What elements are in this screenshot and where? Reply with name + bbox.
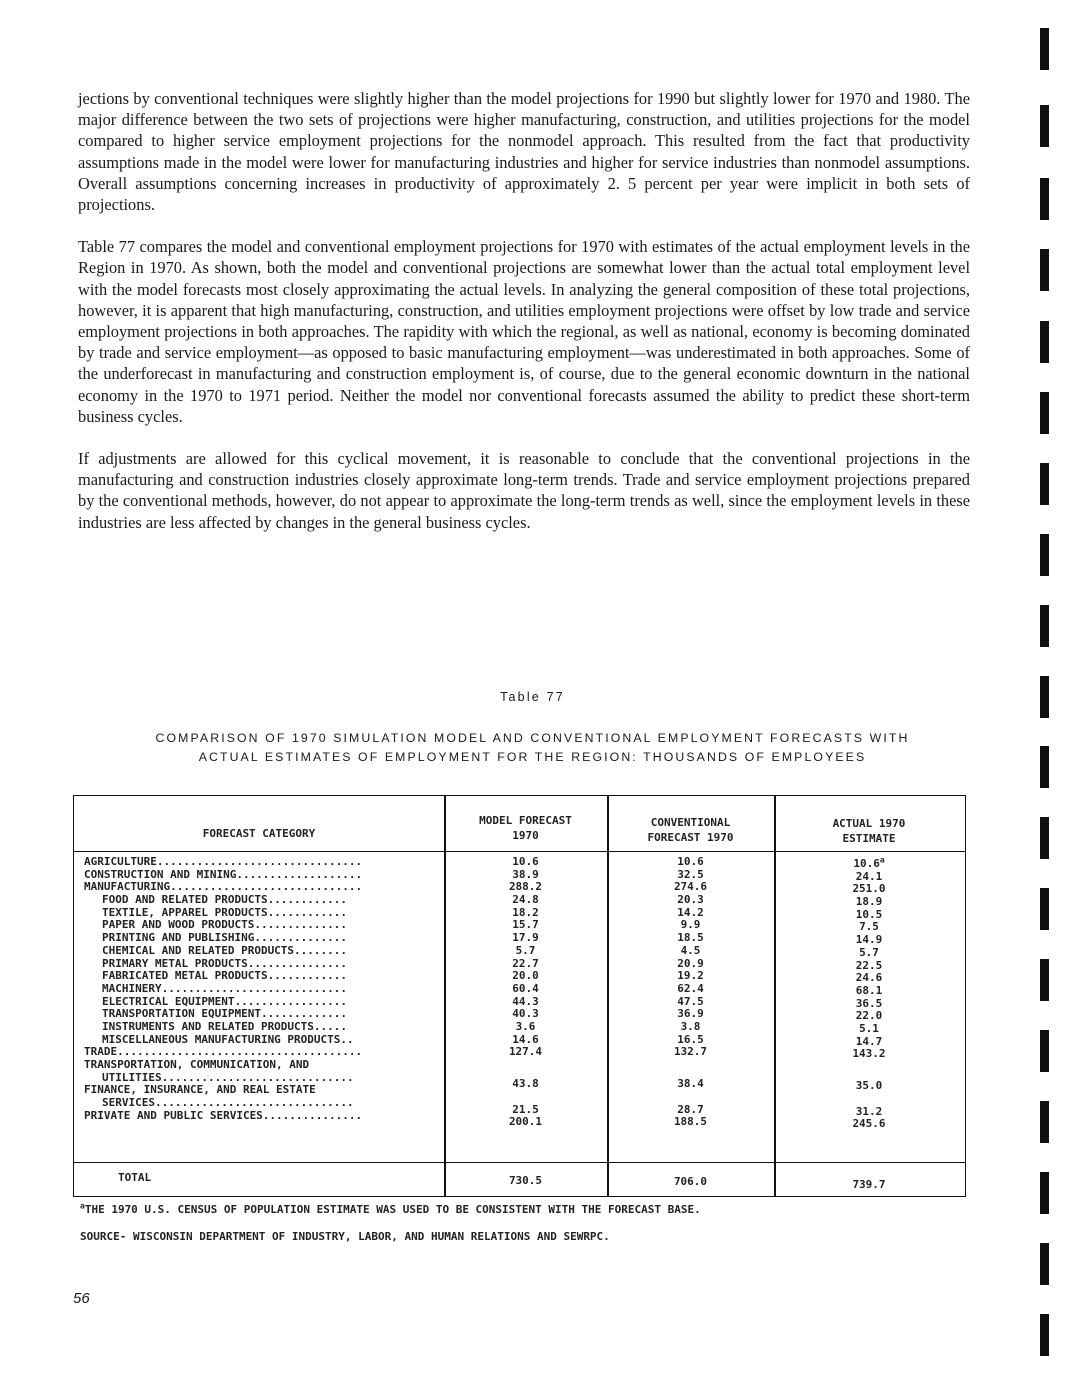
header-actual-line-1: ACTUAL 1970 [832, 817, 906, 830]
margin-bar [1040, 959, 1049, 1001]
conventional-value: 188.5 [673, 1115, 708, 1129]
category-row: TRANSPORTATION, COMMUNICATION, AND [84, 1059, 310, 1071]
actual-value: 14.9 [855, 933, 883, 947]
model-value: 40.3 [512, 1007, 539, 1021]
total-conventional: 706.0 [673, 1175, 708, 1188]
conventional-value: 47.5 [677, 994, 704, 1008]
actual-value: 35.0 [855, 1079, 883, 1092]
margin-bar [1040, 817, 1049, 859]
caption-line-1: COMPARISON OF 1970 SIMULATION MODEL AND CONVENTIONAL EMPLOYMENT FORECASTS WITH [155, 731, 910, 745]
page-number: 56 [73, 1290, 90, 1307]
model-value: 10.6 [512, 855, 539, 868]
category-row: ELECTRICAL EQUIPMENT................. [102, 995, 348, 1008]
conventional-value: 20.3 [677, 893, 704, 907]
category-row: FINANCE, INSURANCE, AND REAL ESTATE [84, 1084, 316, 1097]
model-value: 44.3 [512, 994, 539, 1008]
actual-value: 5.1 [859, 1021, 879, 1035]
conventional-value: 32.5 [677, 867, 704, 881]
header-divider [74, 851, 965, 852]
model-value: 18.2 [512, 905, 539, 919]
margin-bar [1040, 178, 1049, 220]
model-value: 3.6 [515, 1019, 536, 1033]
actual-value: 31.2 [855, 1104, 883, 1118]
category-row: FOOD AND RELATED PRODUCTS............ [102, 894, 348, 907]
margin-bar [1040, 1172, 1049, 1214]
margin-bar [1040, 1101, 1049, 1143]
category-row: PRIMARY METAL PRODUCTS............... [102, 957, 348, 970]
actual-value: 251.0 [852, 882, 886, 896]
model-value: 24.8 [512, 893, 539, 907]
model-value: 127.4 [508, 1045, 543, 1059]
actual-value: 245.6 [852, 1117, 886, 1131]
margin-bar [1040, 1314, 1049, 1356]
margin-bar [1040, 1030, 1049, 1072]
category-row: TRANSPORTATION EQUIPMENT............. [102, 1008, 348, 1021]
conventional-value: 9.9 [680, 918, 701, 932]
category-row: MISCELLANEOUS MANUFACTURING PRODUCTS.. [102, 1033, 354, 1046]
model-column [444, 856, 607, 1129]
category-row: SERVICES.............................. [102, 1097, 354, 1110]
category-row: PRIVATE AND PUBLIC SERVICES............... [84, 1109, 363, 1122]
category-row: FABRICATED METAL PRODUCTS............ [102, 970, 348, 983]
actual-value: 14.7 [855, 1034, 883, 1048]
conventional-column [607, 856, 774, 1129]
conventional-value: 62.4 [677, 981, 704, 995]
actual-value-agriculture [774, 855, 964, 871]
actual-value: 24.6 [855, 971, 883, 985]
category-row: TEXTILE, APPAREL PRODUCTS............ [102, 906, 348, 919]
conventional-value: 38.4 [677, 1077, 704, 1090]
conventional-value: 14.2 [677, 905, 704, 919]
conventional-value: 16.5 [677, 1032, 704, 1046]
total-label: TOTAL [118, 1171, 152, 1184]
table-footnote [80, 1203, 701, 1216]
margin-bar [1040, 28, 1049, 70]
category-column [84, 856, 444, 1122]
header-model-line-2: 1970 [512, 829, 539, 842]
margin-bar [1040, 534, 1049, 576]
conventional-value: 274.6 [673, 880, 708, 894]
category-row: PAPER AND WOOD PRODUCTS.............. [102, 919, 348, 932]
category-row: MANUFACTURING............................. [84, 881, 363, 894]
model-value: 22.7 [512, 956, 539, 970]
header-conv-line-1: CONVENTIONAL [650, 816, 731, 829]
category-row: UTILITIES............................. [102, 1071, 354, 1084]
category-row: CONSTRUCTION AND MINING................... [84, 868, 363, 881]
margin-bar [1040, 1243, 1049, 1285]
conventional-value: 132.7 [673, 1045, 708, 1059]
model-value: 14.6 [512, 1032, 539, 1046]
category-row: MACHINERY............................ [102, 982, 348, 995]
body-text [78, 88, 970, 554]
model-value: 38.9 [512, 867, 539, 881]
header-actual-line-2: ESTIMATE [842, 832, 896, 845]
model-value: 60.4 [512, 981, 539, 995]
model-value: 43.8 [512, 1077, 539, 1090]
actual-value: 22.5 [855, 958, 883, 972]
header-forecast-category: FORECAST CATEGORY [202, 827, 316, 840]
caption-line-2: ACTUAL ESTIMATES OF EMPLOYMENT FOR THE REGION: THOUSANDS OF EMPLOYEES [198, 750, 867, 764]
actual-value: 5.7 [859, 945, 879, 959]
actual-value: 68.1 [855, 983, 883, 997]
table-caption [0, 729, 1065, 767]
paragraph-3: If adjustments are allowed for this cyclical movement, it is reasonable to conclude that the conventional projections in the manufacturing and construction industries closely approximate long-term trends. Trade and service employment projections prepared by the conventional methods, however, do not appear to approximate the long-term trends as well, since the employment levels in these industries are less affected by changes in the general business cycles. [78, 449, 970, 532]
model-value: 15.7 [512, 918, 539, 932]
model-value: 200.1 [508, 1115, 543, 1129]
employment-table [73, 795, 966, 1197]
conventional-value: 36.9 [677, 1007, 704, 1021]
paragraph-1: jections by conventional techniques were slightly higher than the model projections for 1990 but slightly lower for 1970 and 1980. The major difference between the two sets of projections were higher manufacturing, construction, and utilities projections for the model compared to higher service employment projections for the nonmodel approach. This resulted from the fact that productivity assumptions made in the model were lower for manufacturing industries and higher for service industries than nonmodel assumptions. Overall assumptions concerning increases in productivity of approximately 2. 5 percent per year were implicit in both sets of projections. [78, 89, 970, 215]
conventional-value: 19.2 [677, 969, 704, 983]
model-value: 21.5 [512, 1102, 539, 1116]
total-model: 730.5 [508, 1174, 543, 1187]
conventional-value: 28.7 [677, 1102, 704, 1116]
table-source: SOURCE- WISCONSIN DEPARTMENT OF INDUSTRY, LABOR, AND HUMAN RELATIONS AND SEWRPC. [80, 1230, 610, 1243]
margin-bar [1040, 105, 1049, 147]
model-value: 20.0 [512, 969, 539, 983]
footnote-marker: a [879, 855, 885, 865]
actual-value: 10.6 [853, 857, 880, 870]
margin-bar [1040, 463, 1049, 505]
model-value: 5.7 [515, 943, 536, 957]
actual-column [774, 855, 964, 1131]
category-row: PRINTING AND PUBLISHING.............. [102, 932, 348, 945]
margin-bar [1040, 321, 1049, 363]
header-model-line-1: MODEL FORECAST [479, 814, 572, 827]
total-actual: 739.7 [852, 1178, 886, 1191]
category-row: AGRICULTURE............................... [84, 856, 363, 868]
actual-value: 36.5 [855, 996, 883, 1010]
conventional-value: 10.6 [677, 855, 704, 868]
actual-value: 18.9 [855, 895, 883, 909]
header-conventional-forecast [607, 815, 774, 845]
header-model-forecast [444, 813, 607, 843]
total-divider [74, 1162, 965, 1163]
actual-value: 7.5 [859, 920, 879, 934]
conventional-value: 3.8 [680, 1019, 701, 1033]
footnote-marker: a [80, 1201, 85, 1211]
actual-value: 22.0 [855, 1009, 883, 1023]
category-row: CHEMICAL AND RELATED PRODUCTS........ [102, 944, 348, 957]
margin-bar [1040, 392, 1049, 434]
category-row: INSTRUMENTS AND RELATED PRODUCTS..... [102, 1020, 348, 1033]
margin-bar [1040, 888, 1049, 930]
margin-bar [1040, 249, 1049, 291]
actual-value: 143.2 [852, 1047, 886, 1061]
header-actual-estimate [774, 816, 964, 846]
conventional-value: 18.5 [677, 931, 704, 945]
conventional-value: 20.9 [677, 956, 704, 970]
model-value: 17.9 [512, 931, 539, 945]
actual-value: 10.5 [855, 907, 883, 921]
category-row: TRADE..................................... [84, 1046, 363, 1059]
header-conv-line-2: FORECAST 1970 [647, 831, 734, 844]
actual-value: 24.1 [855, 869, 883, 883]
footnote-text: THE 1970 U.S. CENSUS OF POPULATION ESTIMATE WAS USED TO BE CONSISTENT WITH THE FORECAST BASE. [84, 1203, 701, 1216]
table-label: Table 77 [500, 690, 565, 704]
margin-bar [1040, 605, 1049, 647]
model-value: 288.2 [508, 880, 543, 894]
paragraph-2: Table 77 compares the model and conventional employment projections for 1970 with estimates of the actual employment levels in the Region in 1970. As shown, both the model and conventional projections are somewhat lower than the actual total employment level with the model forecasts most closely approximating the actual levels. In analyzing the general composition of these total projections, however, it is apparent that high manufacturing, construction, and utilities employment projections were offset by low trade and service employment projections in both approaches. The rapidity with which the regional, as well as national, economy is becoming dominated by trade and service employment—as opposed to basic manufacturing employment—was underestimated in both approaches. Some of the underforecast in manufacturing and construction employment is, of course, due to the general economic downturn in the national economy in the 1970 to 1971 period. Neither the model nor conventional forecasts assumed the ability to predict these short-term business cycles. [78, 237, 970, 426]
conventional-value: 4.5 [680, 943, 701, 957]
